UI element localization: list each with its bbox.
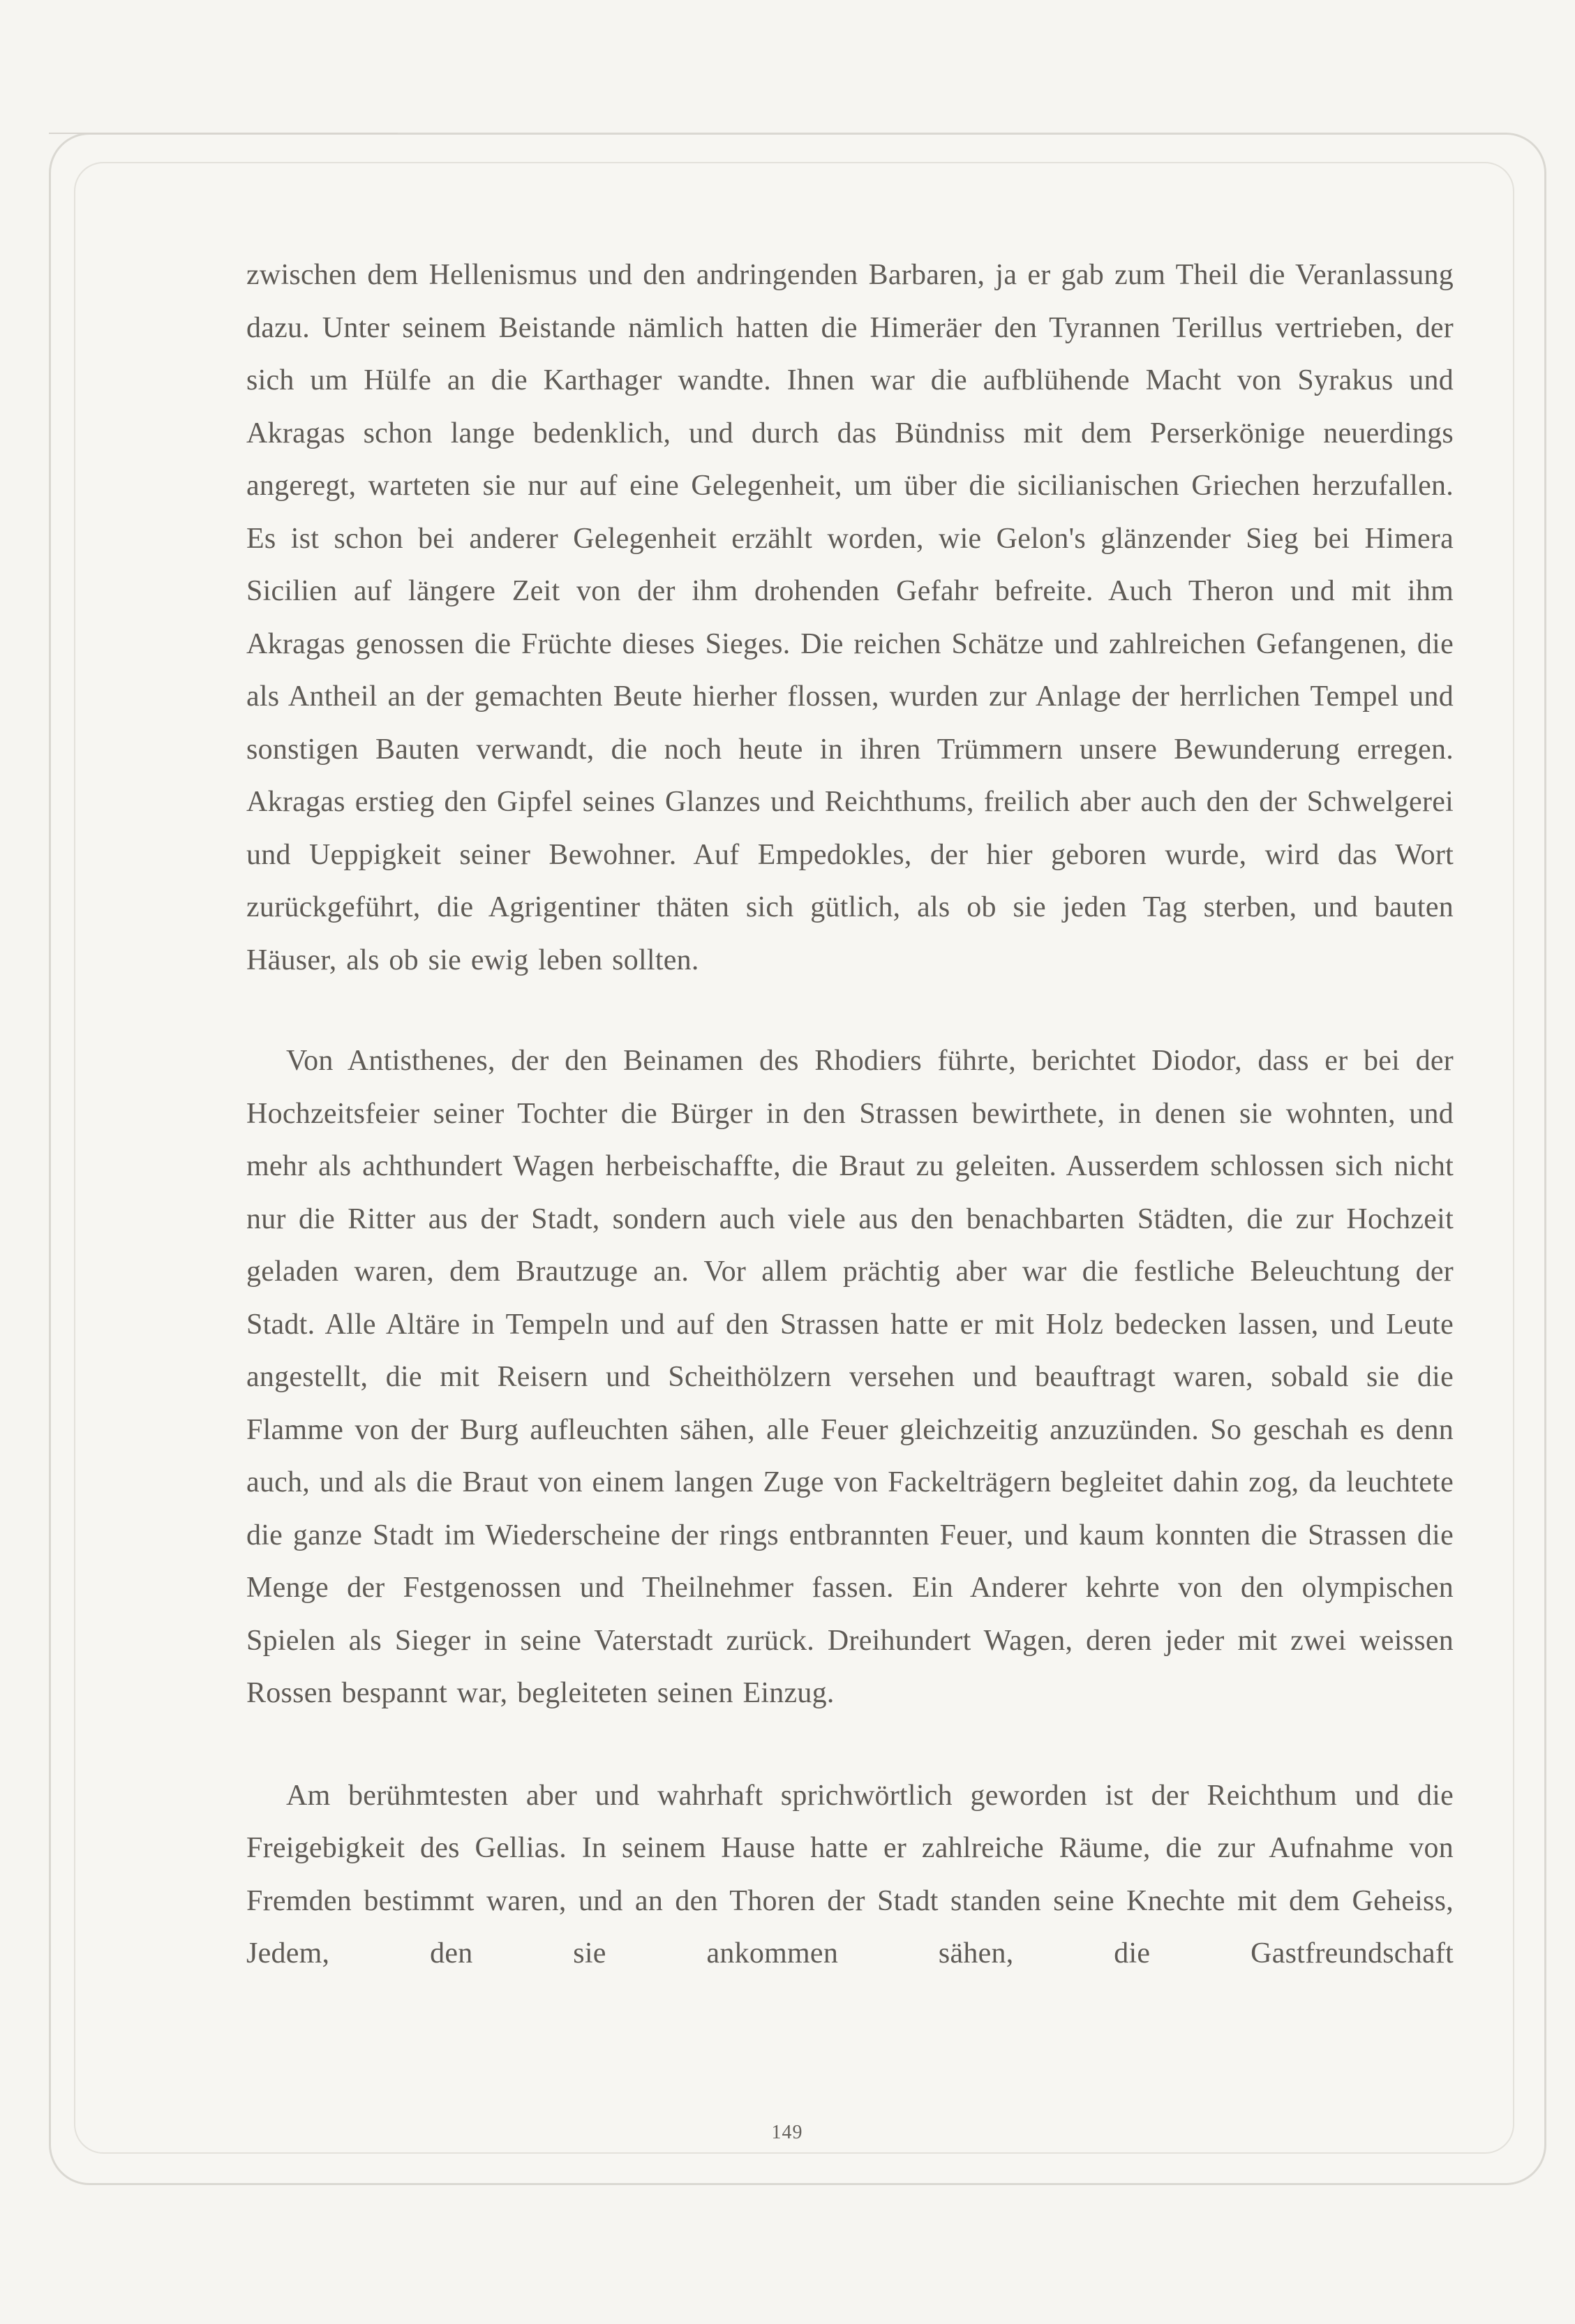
top-edge-shadow-line <box>49 133 398 134</box>
body-text-column <box>246 249 1454 1981</box>
paragraph-gellias: Am berühmtesten aber und wahrhaft sprichwörtlich geworden ist der Reichthum und die Freigebigkeit des Gellias. In seinem Hause hatte er zahlreiche Räume, die zur Aufnahme von Fremden bestimmt waren, und an den Thoren der Stadt standen seine Knechte mit dem Geheiss, Jedem, den sie ankommen sähen, die Gastfreundschaft <box>246 1779 1454 1969</box>
paragraph-akragas: zwischen dem Hellenismus und den andringenden Barbaren, ja er gab zum Theil die Veranlassung dazu. Unter seinem Beistande nämlich hatten die Himeräer den Tyrannen Terillus vertrieben, der sich um Hülfe an die Karthager wandte. Ihnen war die aufblühende Macht von Syrakus und Akragas schon lange bedenklich, und durch das Bündniss mit dem Perserkönige neuerdings angeregt, warteten sie nur auf eine Gelegenheit, um über die sicilianischen Griechen herzufallen. Es ist schon bei anderer Gelegenheit erzählt worden, wie Gelon's glänzender Sieg bei Himera Sicilien auf längere Zeit von der ihm drohenden Gefahr befreite. Auch Theron und mit ihm Akragas genossen die Früchte dieses Sieges. Die reichen Schätze und zahlreichen Gefangenen, die als Antheil an der gemachten Beute hierher flossen, wurden zur Anlage der herrlichen Tempel und sonstigen Bauten verwandt, die noch heute in ihren Trümmern unsere Bewunderung erregen. Akragas erstieg den Gipfel seines Glanzes und Reichthums, freilich aber auch den der Schwelgerei und Ueppigkeit seiner Bewohner. Auf Empedokles, der hier geboren wurde, wird das Wort zurückgeführt, die Agrigentiner thäten sich gütlich, als ob sie jeden Tag sterben, und bauten Häuser, als ob sie ewig leben sollten. <box>246 259 1454 976</box>
paragraph-antisthenes: Von Antisthenes, der den Beinamen des Rhodiers führte, berichtet Diodor, dass er bei der Hochzeitsfeier seiner Tochter die Bürger in den Strassen bewirthete, in denen sie wohnten, und mehr als achthundert Wagen herbeischaffte, die Braut zu geleiten. Ausserdem schlossen sich nicht nur die Ritter aus der Stadt, sondern auch viele aus den benachbarten Städten, die zur Hochzeit geladen waren, dem Brautzuge an. Vor allem prächtig aber war die festliche Beleuchtung der Stadt. Alle Altäre in Tempeln und auf den Strassen hatte er mit Holz bedecken lassen, und Leute angestellt, die mit Reisern und Scheithölzern versehen und beauftragt waren, sobald sie die Flamme von der Burg aufleuchten sähen, alle Feuer gleichzeitig anzuzünden. So geschah es denn auch, und als die Braut von einem langen Zuge von Fackelträgern begleitet dahin zog, da leuchtete die ganze Stadt im Wiederscheine der rings entbrannten Feuer, und kaum konnten die Strassen die Menge der Festgenossen und Theilnehmer fassen. Ein Anderer kehrte von den olympischen Spielen als Sieger in seine Vaterstadt zurück. Dreihundert Wagen, deren jeder mit zwei weissen Rossen bespannt war, begleiteten seinen Einzug. <box>246 1045 1454 1709</box>
page-number: 149 <box>771 2122 803 2143</box>
